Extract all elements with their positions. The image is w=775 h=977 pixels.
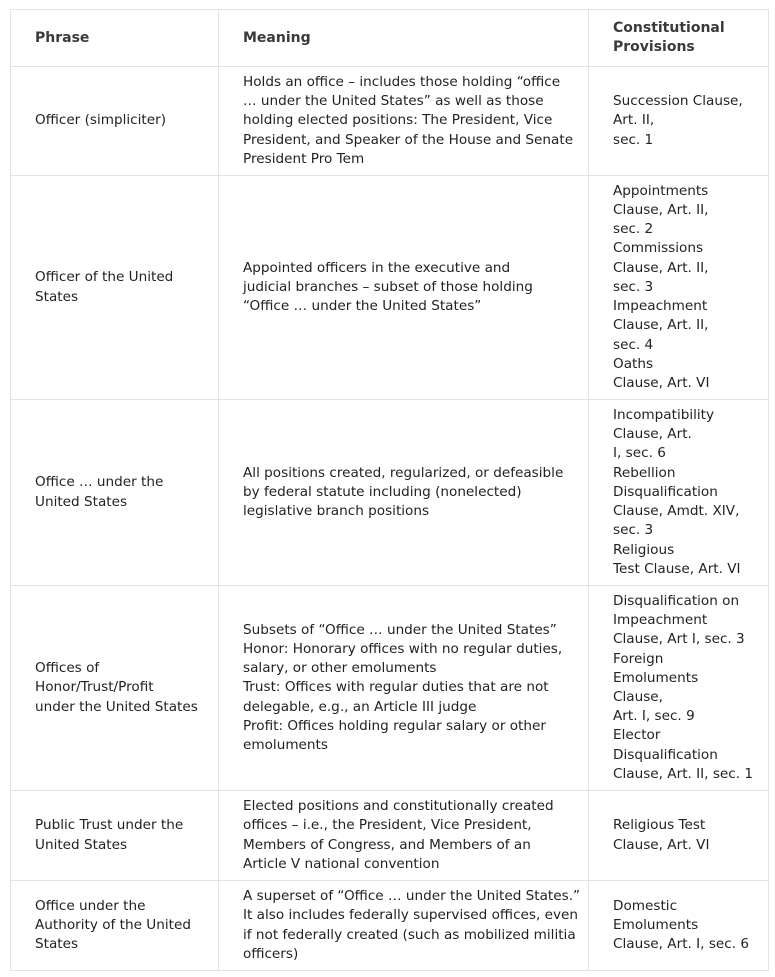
cell-text-line: officers)	[243, 945, 299, 962]
table-row	[11, 67, 769, 176]
provisions-cell	[589, 67, 769, 176]
cell-text-line: “Office … under the United States”	[243, 298, 482, 315]
cell-text-line: Impeachment	[613, 612, 708, 629]
phrase-cell	[11, 791, 219, 881]
cell-text-line: Clause, Art.	[613, 426, 692, 443]
cell-text-line: Succession Clause,	[613, 93, 743, 110]
provisions-cell	[589, 400, 769, 586]
cell-text-line: Impeachment	[613, 298, 708, 315]
table-row	[11, 400, 769, 586]
cell-text-line: Clause, Art. II, sec. 1	[613, 765, 754, 782]
cell-text-line: Clause, Art I, sec. 3	[613, 631, 745, 648]
cell-text-line: Appointments	[613, 182, 709, 199]
cell-text-line: Appointed officers in the executive and	[243, 259, 511, 276]
header-provisions	[589, 10, 769, 67]
cell-text-line: Clause, Amdt. XIV,	[613, 503, 740, 520]
header-phrase-label: Phrase	[35, 29, 90, 46]
cell-text-line: sec. 4	[613, 336, 654, 353]
cell-text-line: Test Clause, Art. VI	[613, 560, 741, 577]
cell-text-line: by federal statute including (nonelected)	[243, 483, 522, 500]
cell-text-line: delegable, e.g., an Article III judge	[243, 698, 477, 715]
cell-text-line: Offices of	[35, 660, 100, 677]
cell-text-line: Clause,	[613, 689, 663, 705]
cell-text-line: It also includes federally supervised offices, even	[243, 907, 579, 924]
cell-text-line: sec. 2	[613, 221, 654, 238]
phrase-cell	[11, 881, 219, 971]
provisions-cell	[589, 881, 769, 971]
table-header-row	[11, 10, 769, 67]
provisions-cell	[589, 791, 769, 881]
cell-text-line: Office … under the	[35, 474, 164, 491]
cell-text-line: Emoluments	[613, 669, 699, 686]
cell-text-line: States	[35, 288, 79, 305]
cell-text-line: Profit: Offices holding regular salary or other	[243, 717, 546, 734]
cell-text-line: sec. 3	[613, 278, 654, 295]
cell-text-line: Foreign	[613, 650, 664, 667]
cell-text-line: Oaths	[613, 355, 654, 372]
header-provisions-line: Constitutional	[613, 20, 725, 36]
cell-text-line: Members of Congress, and Members of an	[243, 836, 531, 853]
cell-text-line: Honor: Honorary offices with no regular duties,	[243, 640, 563, 657]
cell-text-line: Rebellion	[613, 464, 676, 481]
table-row	[11, 791, 769, 881]
cell-text-line: emoluments	[243, 737, 328, 753]
cell-text-line: Religious Test	[613, 817, 706, 834]
cell-text-line: legislative branch positions	[243, 503, 430, 520]
meaning-cell	[219, 176, 589, 400]
provisions-cell	[589, 176, 769, 400]
definitions-table-container	[10, 9, 768, 971]
cell-text-line: Commissions	[613, 240, 704, 257]
table-body	[11, 67, 769, 971]
cell-text-line: Clause, Art. II,	[613, 317, 709, 334]
cell-text-line: offices – i.e., the President, Vice President,	[243, 817, 532, 834]
header-meaning	[219, 10, 589, 67]
cell-text-line: salary, or other emoluments	[243, 660, 437, 677]
cell-text-line: Honor/Trust/Profit	[35, 679, 154, 696]
meaning-cell	[219, 586, 589, 791]
cell-text-line: Art. II,	[613, 112, 655, 129]
cell-text-line: judicial branches – subset of those holding	[243, 278, 533, 295]
cell-text-line: Clause, Art. I, sec. 6	[613, 936, 750, 953]
cell-text-line: A superset of “Office … under the United States.”	[243, 888, 581, 905]
cell-text-line: Officer (simpliciter)	[35, 112, 167, 129]
cell-text-line: Clause, Art. VI	[613, 374, 710, 391]
cell-text-line: President, and Speaker of the House and Senate	[243, 131, 574, 148]
cell-text-line: under the United States	[35, 698, 198, 715]
cell-text-line: Disqualification on	[613, 592, 740, 609]
cell-text-line: … under the United States” as well as those	[243, 93, 544, 110]
header-phrase	[11, 10, 219, 67]
table-row	[11, 176, 769, 400]
meaning-cell	[219, 791, 589, 881]
phrase-cell	[11, 586, 219, 791]
meaning-cell	[219, 400, 589, 586]
phrase-cell	[11, 67, 219, 176]
cell-text-line: All positions created, regularized, or defeasible	[243, 464, 564, 481]
cell-text-line: Public Trust under the	[35, 817, 184, 834]
cell-text-line: Holds an office – includes those holding “office	[243, 73, 561, 90]
cell-text-line: if not federally created (such as mobilized militia	[243, 926, 576, 943]
phrase-cell	[11, 176, 219, 400]
table-row	[11, 586, 769, 791]
cell-text-line: Elected positions and constitutionally created	[243, 798, 554, 815]
cell-text-line: United States	[35, 836, 128, 853]
cell-text-line: holding elected positions: The President, Vice	[243, 112, 553, 129]
cell-text-line: Religious	[613, 541, 675, 558]
cell-text-line: United States	[35, 493, 128, 510]
cell-text-line: Clause, Art. VI	[613, 836, 710, 853]
cell-text-line: Officer of the United	[35, 269, 174, 286]
cell-text-line: Disqualification	[613, 483, 718, 500]
cell-text-line: Article V national convention	[243, 855, 440, 872]
cell-text-line: Incompatibility	[613, 407, 715, 424]
cell-text-line: Authority of the United	[35, 916, 191, 933]
meaning-cell	[219, 67, 589, 176]
cell-text-line: Clause, Art. II,	[613, 259, 709, 276]
phrase-cell	[11, 400, 219, 586]
cell-text-line: States	[35, 936, 79, 953]
cell-text-line: sec. 3	[613, 522, 654, 539]
header-provisions-line: Provisions	[613, 39, 695, 55]
cell-text-line: Elector	[613, 727, 661, 744]
definitions-table	[10, 9, 769, 971]
cell-text-line: Trust: Offices with regular duties that are not	[243, 679, 549, 696]
header-meaning-label: Meaning	[243, 29, 311, 46]
cell-text-line: Domestic	[613, 897, 678, 914]
cell-text-line: Disqualification	[613, 746, 718, 763]
cell-text-line: sec. 1	[613, 131, 654, 148]
cell-text-line: President Pro Tem	[243, 150, 365, 167]
table-row	[11, 881, 769, 971]
cell-text-line: Art. I, sec. 9	[613, 708, 695, 725]
cell-text-line: Subsets of “Office … under the United States”	[243, 621, 557, 638]
cell-text-line: Emoluments	[613, 916, 699, 933]
cell-text-line: Office under the	[35, 897, 146, 914]
meaning-cell	[219, 881, 589, 971]
cell-text-line: Clause, Art. II,	[613, 202, 709, 219]
cell-text-line: I, sec. 6	[613, 445, 666, 462]
provisions-cell	[589, 586, 769, 791]
